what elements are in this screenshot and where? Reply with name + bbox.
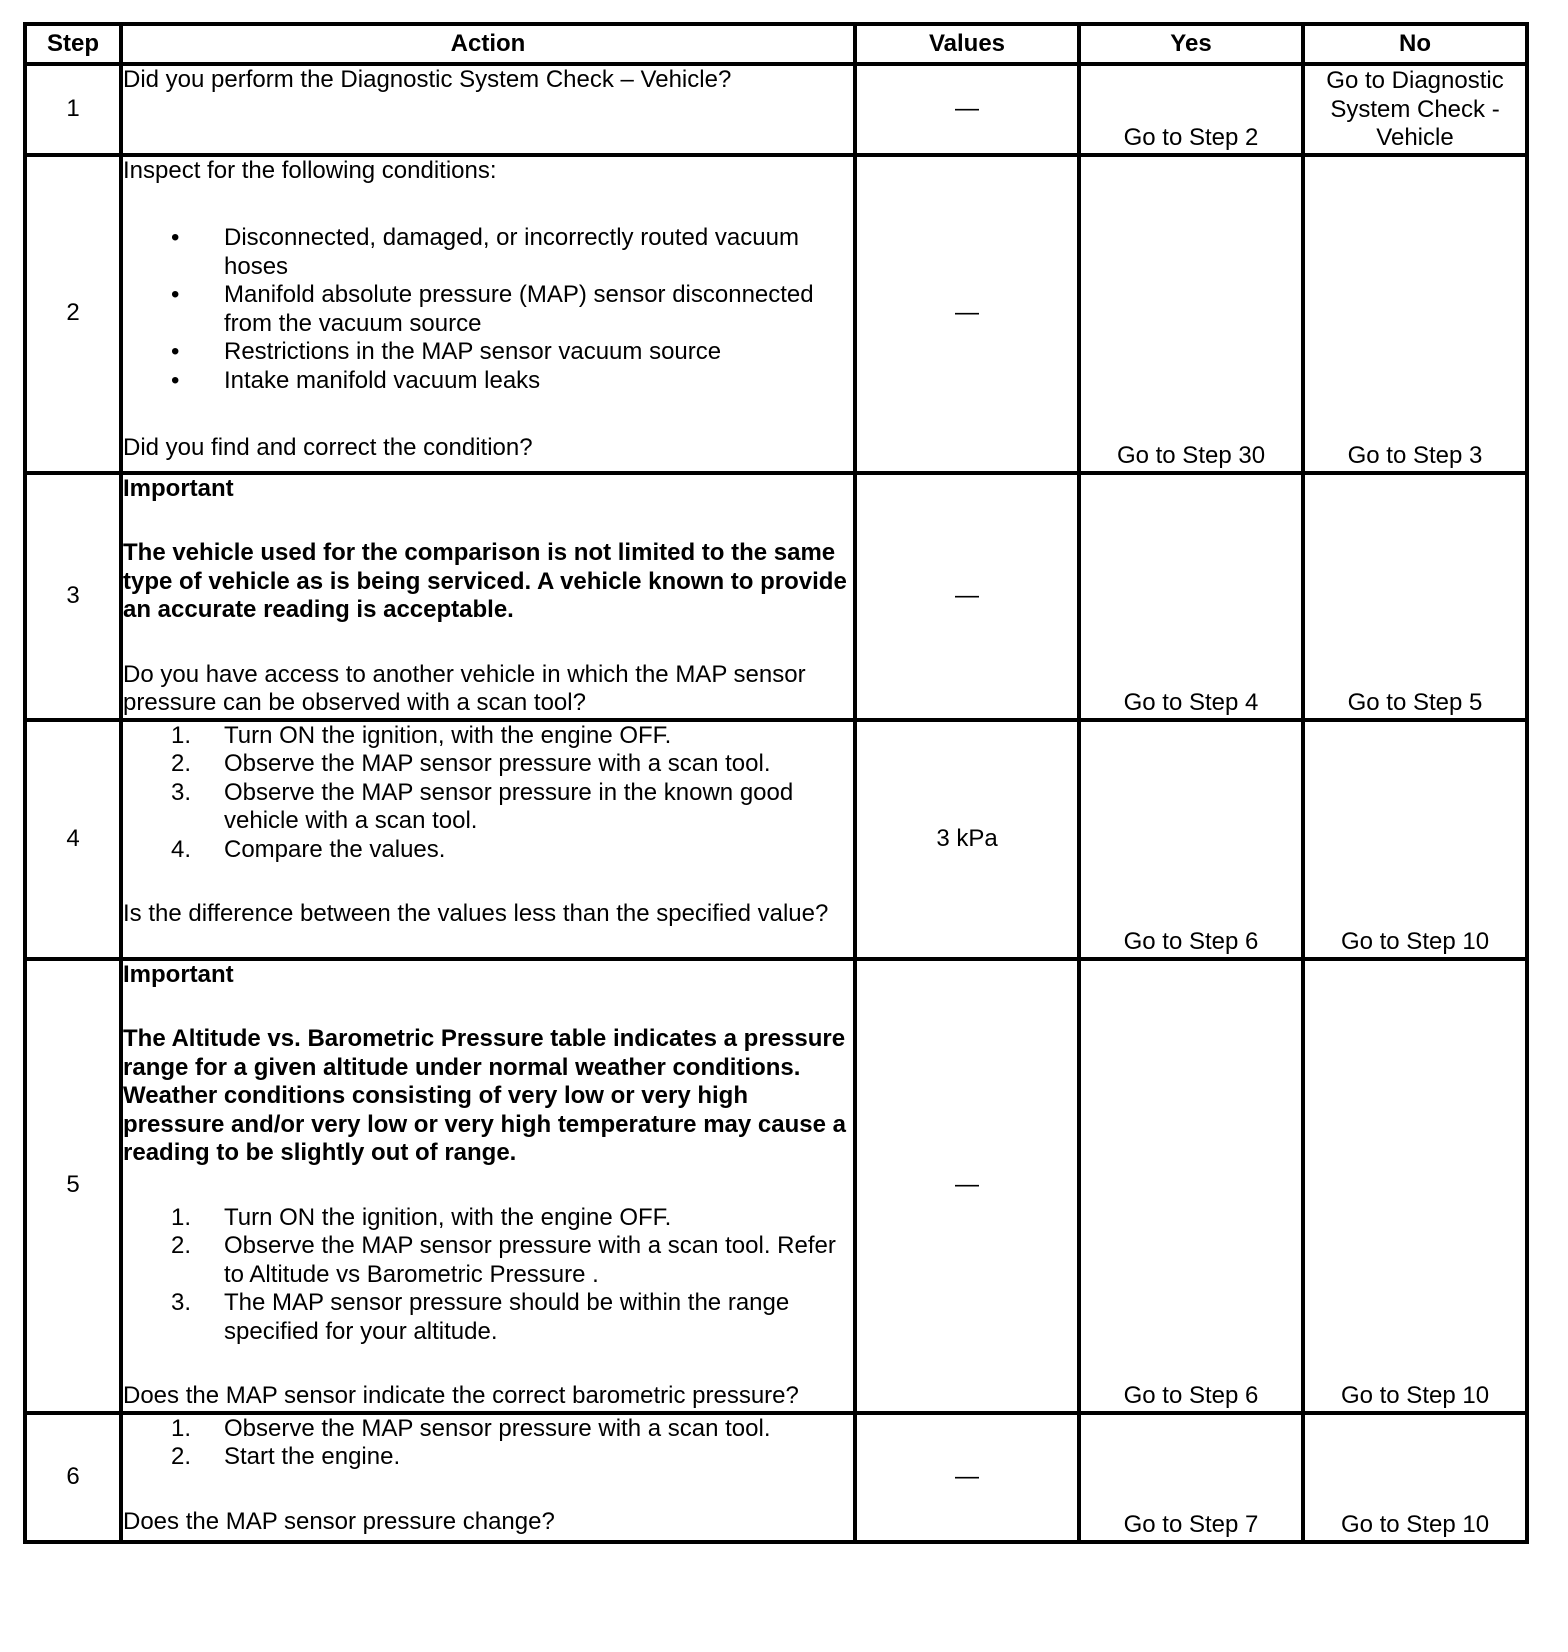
list-item xyxy=(123,1289,853,1346)
list-item-number: 1. xyxy=(171,1414,192,1442)
list-item-number: 2. xyxy=(171,1443,192,1470)
list-item xyxy=(123,1415,853,1444)
important-label: Important xyxy=(123,960,234,988)
procedure-list xyxy=(123,1204,853,1347)
table-row xyxy=(25,64,1527,155)
step-number: 6 xyxy=(25,1413,121,1542)
list-item-number: 2. xyxy=(171,1232,192,1259)
action-question: Does the MAP sensor pressure change? xyxy=(123,1507,555,1535)
list-item-text: Start the engine. xyxy=(224,1443,401,1470)
action-cell xyxy=(121,64,855,155)
list-item: • Restrictions in the MAP sensor vacuum source xyxy=(123,338,853,367)
important-label: Important xyxy=(123,474,234,502)
no-cell: Go to Step 10 xyxy=(1303,720,1527,959)
header-yes: Yes xyxy=(1079,24,1303,64)
no-cell: Go to Step 10 xyxy=(1303,959,1527,1413)
list-item xyxy=(123,779,853,836)
list-item-text: Observe the MAP sensor pressure in the known good vehicle with a scan tool. xyxy=(224,778,794,834)
diagnostic-table xyxy=(23,22,1529,1544)
step-number: 3 xyxy=(25,473,121,720)
values-cell: — xyxy=(855,473,1079,720)
action-question: Did you perform the Diagnostic System Check – Vehicle? xyxy=(123,66,732,93)
yes-cell: Go to Step 6 xyxy=(1079,720,1303,959)
list-item-text: Observe the MAP sensor pressure with a scan tool. xyxy=(224,750,771,777)
yes-cell: Go to Step 7 xyxy=(1079,1413,1303,1542)
action-question: Does the MAP sensor indicate the correct barometric pressure? xyxy=(123,1382,799,1409)
list-item: • Intake manifold vacuum leaks xyxy=(123,367,853,396)
list-item-text: Turn ON the ignition, with the engine OFF. xyxy=(224,1203,672,1231)
list-item-text: Observe the MAP sensor pressure with a scan tool. Refer to Altitude vs Barometric Pressure . xyxy=(224,1232,836,1288)
header-no: No xyxy=(1303,24,1527,64)
values-cell: — xyxy=(855,1413,1079,1542)
list-item xyxy=(123,1443,853,1472)
list-item xyxy=(123,750,853,779)
no-cell: Go to Step 10 xyxy=(1303,1413,1527,1542)
procedure-list xyxy=(123,1415,853,1472)
list-item-number: 3. xyxy=(171,1289,192,1316)
list-item-number: 2. xyxy=(171,750,192,777)
list-item-text: The MAP sensor pressure should be within the range specified for your altitude. xyxy=(224,1289,790,1345)
table-row xyxy=(25,155,1527,473)
action-question: Did you find and correct the condition? xyxy=(123,434,533,461)
list-item xyxy=(123,836,853,865)
yes-cell: Go to Step 2 xyxy=(1079,64,1303,155)
action-cell xyxy=(121,720,855,959)
table-row xyxy=(25,959,1527,1413)
step-number: 5 xyxy=(25,959,121,1413)
yes-cell: Go to Step 4 xyxy=(1079,473,1303,720)
list-item-text: Turn ON the ignition, with the engine OFF. xyxy=(224,721,672,749)
action-question: Is the difference between the values less than the specified value? xyxy=(123,900,829,927)
procedure-list xyxy=(123,722,853,865)
action-cell xyxy=(121,155,855,473)
values-cell: — xyxy=(855,155,1079,473)
header-values: Values xyxy=(855,24,1079,64)
no-cell: Go to Step 3 xyxy=(1303,155,1527,473)
condition-list xyxy=(123,224,853,395)
list-item-number: 1. xyxy=(171,1203,192,1231)
no-cell: Go to Diagnostic System Check - Vehicle xyxy=(1303,64,1527,155)
list-item xyxy=(123,1232,853,1289)
list-item-number: 1. xyxy=(171,721,192,749)
header-action: Action xyxy=(121,24,855,64)
action-cell xyxy=(121,473,855,720)
step-number: 4 xyxy=(25,720,121,959)
step-number: 1 xyxy=(25,64,121,155)
list-item: • Disconnected, damaged, or incorrectly routed vacuum hoses xyxy=(123,224,853,281)
table-row xyxy=(25,1413,1527,1542)
list-item xyxy=(123,722,853,751)
step-number: 2 xyxy=(25,155,121,473)
action-intro: Inspect for the following conditions: xyxy=(123,156,497,184)
important-text: The Altitude vs. Barometric Pressure table indicates a pressure range for a given altitude under normal weather conditions. Weather conditions consisting of very low or very high pressure and/or very low or very high temperature may cause a reading to be slightly out of range. xyxy=(123,1025,846,1166)
no-cell: Go to Step 5 xyxy=(1303,473,1527,720)
list-item-text: Compare the values. xyxy=(224,835,446,863)
table-row xyxy=(25,720,1527,959)
table-row xyxy=(25,473,1527,720)
header-step: Step xyxy=(25,24,121,64)
list-item: • Manifold absolute pressure (MAP) sensor disconnected from the vacuum source xyxy=(123,281,853,338)
values-cell: — xyxy=(855,959,1079,1413)
list-item xyxy=(123,1204,853,1233)
important-text: The vehicle used for the comparison is not limited to the same type of vehicle as is being serviced. A vehicle known to provide an accurate reading is acceptable. xyxy=(123,539,847,623)
yes-cell: Go to Step 30 xyxy=(1079,155,1303,473)
list-item-number: 4. xyxy=(171,835,192,863)
list-item-number: 3. xyxy=(171,778,192,806)
action-cell xyxy=(121,959,855,1413)
list-item-text: Observe the MAP sensor pressure with a scan tool. xyxy=(224,1414,771,1442)
values-cell: 3 kPa xyxy=(855,720,1079,959)
yes-cell: Go to Step 6 xyxy=(1079,959,1303,1413)
action-question: Do you have access to another vehicle in which the MAP sensor pressure can be observed with a scan tool? xyxy=(123,660,806,716)
action-cell xyxy=(121,1413,855,1542)
header-row xyxy=(25,24,1527,64)
values-cell: — xyxy=(855,64,1079,155)
